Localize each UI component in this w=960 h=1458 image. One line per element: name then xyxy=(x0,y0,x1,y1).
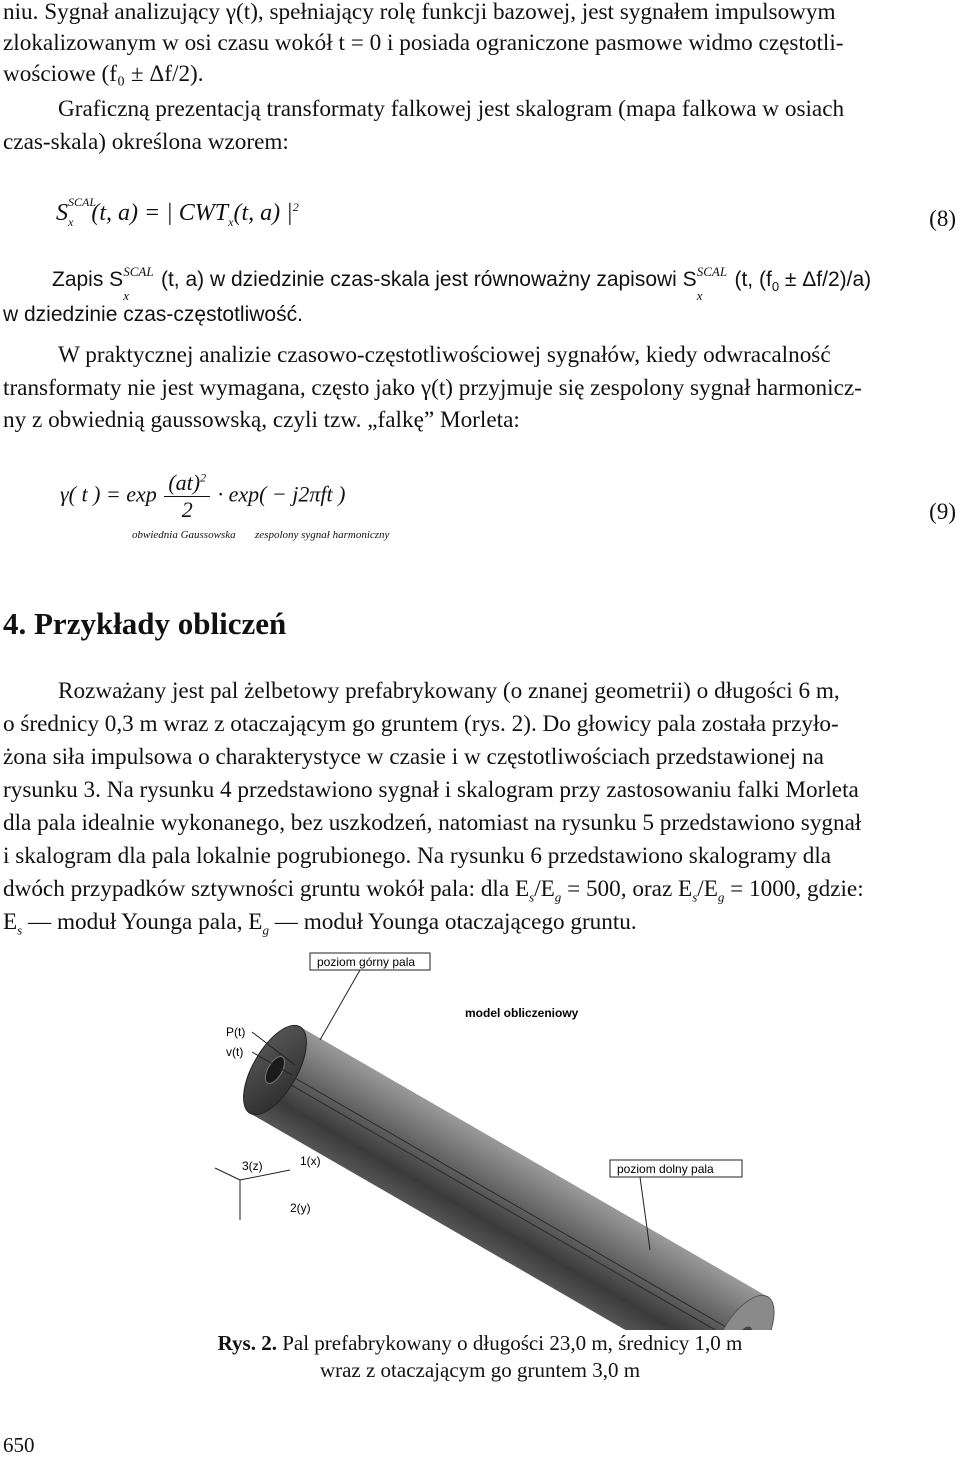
label-bottom-level: poziom dolny pala xyxy=(617,1162,714,1176)
main-line-4: rysunku 3. Na rysunku 4 przedstawiono sygnał i skalogram przy zastosowaniu falki Morleta xyxy=(3,777,859,803)
label-v: v(t) xyxy=(226,1045,244,1059)
section-heading: 4. Przykłady obliczeń xyxy=(3,606,287,641)
main-line-5: dla pala idealnie wykonanego, bez uszkodzeń, natomiast na rysunku 5 przedstawiono sygnał xyxy=(3,810,862,836)
eq9-note-harmonic: zespolony sygnał harmoniczny xyxy=(255,529,390,541)
main-line-1: Rozważany jest pal żelbetowy prefabrykowany (o znanej geometrii) o długości 6 m, xyxy=(58,678,840,704)
label-1x: 1(x) xyxy=(300,1154,321,1168)
label-top-level: poziom górny pala xyxy=(317,955,416,969)
label-p: P(t) xyxy=(226,1025,246,1039)
eq9-note-envelope: obwiednia Gaussowska xyxy=(132,529,236,541)
pile-model-figure xyxy=(180,950,800,1330)
zapis-line: Zapis S SCAL x(t, a) w dziedzinie czas-skala jest równoważny zapisowi S SCAL x(t, $(f_0 \pm \Delta f/2)/a$) xyxy=(52,264,872,303)
equation-8-number: (8) xyxy=(929,206,956,231)
skalogram-line-1: Graficzną prezentacją transformaty falkowej jest skalogram (mapa falkowa w osiach xyxy=(58,96,845,122)
main-line-7: dwóch przypadków sztywności gruntu wokół pala: dla $E_s/E_g = 500$, oraz $E_s/E_g = 1000$, gdzie: xyxy=(3,876,864,905)
main-line-3: żona siła impulsowa o charakterystyce w czasie i w częstotliwościach przedstawionej na xyxy=(3,744,824,770)
intro-line-2: zlokalizowanym w osi czasu wokół t = 0 i posiada ograniczone pasmowe widmo częstotli- xyxy=(3,30,844,56)
main-line-8: $E_s$ — moduł Younga pala, $E_g$ — moduł Younga otaczającego gruntu. xyxy=(3,909,637,938)
pile-soil-cylinder xyxy=(250,1027,768,1330)
intro-line-3: wościowe (f₀ ± Δf/2). xyxy=(3,61,204,87)
skalogram-line-2: czas-skala) określona wzorem: xyxy=(3,129,289,155)
zapis-line-2: w dziedzinie czas-częstotliwość. xyxy=(3,303,303,326)
main-line-2: o średnicy 0,3 m wraz z otaczającym go gruntem (rys. 2). Do głowicy pala została przyło- xyxy=(3,711,839,737)
morlet-line-2: transformaty nie jest wymagana, często jako γ(t) przyjmuje się zespolony sygnał harmonicz- xyxy=(3,375,862,401)
label-2y: 2(y) xyxy=(290,1201,311,1215)
intro-line-1: niu. Sygnał analizujący γ(t), spełniający rolę funkcji bazowej, jest sygnałem impulsowym xyxy=(3,0,836,25)
label-3z: 3(z) xyxy=(242,1159,263,1173)
equation-9: γ( t ) = exp $\frac{(at)^2}{2}$ · exp( − j2πft ) xyxy=(60,470,346,522)
figure-caption: Rys. 2. Pal prefabrykowany o długości 23,0 m, średnicy 1,0 m wraz z otaczającym go gruntem 3,0 m xyxy=(217,1331,743,1382)
main-line-6: i skalogram dla pala lokalnie pogrubionego. Na rysunku 6 przedstawiono skalogramy dla xyxy=(3,843,832,869)
page-number: 650 xyxy=(3,1433,35,1457)
morlet-line-3: ny z obwiednią gaussowską, czyli tzw. „falkę” Morleta: xyxy=(3,407,520,433)
equation-9-number: (9) xyxy=(929,499,956,524)
morlet-line-1: W praktycznej analizie czasowo-częstotliwościowej sygnałów, kiedy odwracalność xyxy=(58,342,831,368)
axis-indicator xyxy=(215,1154,321,1220)
equation-8: S SCAL x (t, a) = | $CWT_x(t$, a) $|^2$ xyxy=(56,195,299,229)
label-model: model obliczeniowy xyxy=(465,1006,579,1020)
